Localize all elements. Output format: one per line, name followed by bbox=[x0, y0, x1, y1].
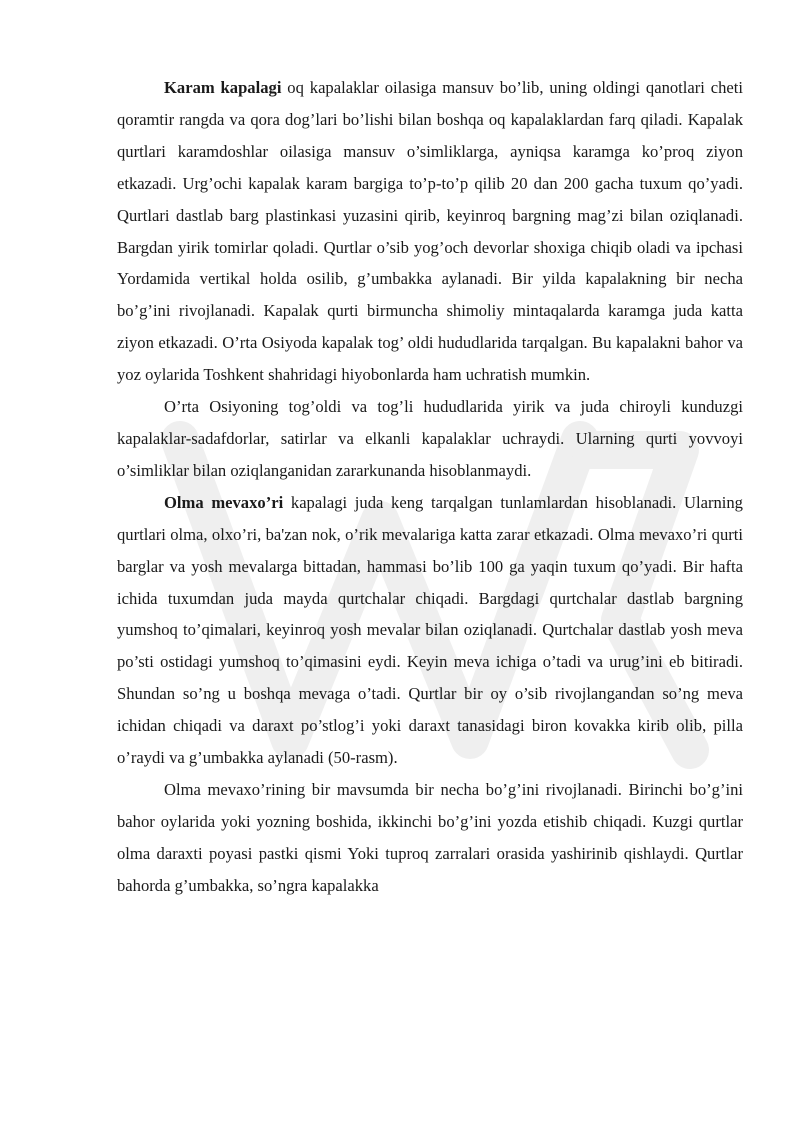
paragraph-text: O’rta Osiyoning tog’oldi va tog’li hududlarida yirik va juda chiroyli kunduzgi kapalaklar-sadafdorlar, satirlar va elkanli kapalaklar uchraydi. Ularning qurti yovvoyi o’simliklar bilan oziqlanganidan zararkunanda hisoblanmaydi. bbox=[117, 397, 743, 480]
paragraph-orta-osiyo bbox=[117, 391, 743, 487]
term-karam-kapalagi: Karam kapalagi bbox=[164, 78, 282, 97]
paragraph-olma-mevaxori bbox=[117, 487, 743, 774]
paragraph-olma-mevaxori-bogini bbox=[117, 774, 743, 902]
paragraph-text: oq kapalaklar oilasiga mansuv bo’lib, uning oldingi qanotlari cheti qoramtir rangda va qora dog’lari bo’lishi bilan boshqa oq kapalaklardan farq qiladi. Kapalak qurtlari karamdoshlar oilasiga mansuv o’simliklarga, ayniqsa karamga ko’proq ziyon etkazadi. Urg’ochi kapalak karam bargiga to’p-to’p qilib 20 dan 200 gacha tuxum qo’yadi. Qurtlari dastlab barg plastinkasi yuzasini qirib, keyinroq bargning mag’zi bilan oziqlanadi. Bargdan yirik tomirlar qoladi. Qurtlar o’sib yog’och devorlar shoxiga chiqib oladi va ipchasi Yordamida vertikal holda osilib, g’umbakka aylanadi. Bir yilda kapalakning bir necha bo’g’ini rivojlanadi. Kapalak qurti birmuncha shimoliy mintaqalarda karamga juda katta ziyon etkazadi. O’rta Osiyoda kapalak tog’ oldi hududlarida tarqalgan. Bu kapalakni bahor va yoz oylarida Toshkent shahridagi hiyobonlarda ham uchratish mumkin. bbox=[117, 78, 744, 385]
paragraph-text: kapalagi juda keng tarqalgan tunlamlardan hisoblanadi. Ularning qurtlari olma, olxo’ri, ba'zan nok, o’rik mevalariga katta zarar etkazadi. Olma mevaxo’ri qurti barglar va yosh mevalarga bittadan, hammasi bo’lib 100 ga yaqin tuxum qo’yadi. Bir hafta ichida tuxumdan juda mayda qurtchalar chiqadi. Bargdagi qurtchalar dastlab bargning yumshoq to’qimalari, keyinroq yosh mevalar bilan oziqlanadi. Qurtchalar dastlab yosh meva po’sti ostidagi yumshoq to’qimasini eydi. Keyin meva ichiga o’tadi va urug’ini eb bitiradi. Shundan so’ng u boshqa mevaga o’tadi. Qurtlar bir oy o’sib rivojlangandan so’ng meva ichidan chiqadi va daraxt po’stlog’i yoki daraxt tanasidagi biron kovakka kirib olib, pilla o’raydi va g’umbakka aylanadi (50-rasm). bbox=[117, 492, 743, 768]
body-text bbox=[117, 72, 743, 902]
paragraph-text: Olma mevaxo’rining bir mavsumda bir necha bo’g’ini rivojlanadi. Birinchi bo’g’ini bahor oylarida yoki yozning boshida, ikkinchi bo’g’ini yozda etishib chiqadi. Kuzgi qurtlar olma daraxti poyasi pastki qismi Yoki tuproq zarralari orasida yashirinib qishlaydi. Qurtlar bahorda g’umbakka, so’ngra kapalakka bbox=[117, 779, 743, 895]
paragraph-karam-kapalagi bbox=[117, 72, 743, 391]
term-olma-mevaxori: Olma mevaxo’ri bbox=[164, 492, 284, 512]
